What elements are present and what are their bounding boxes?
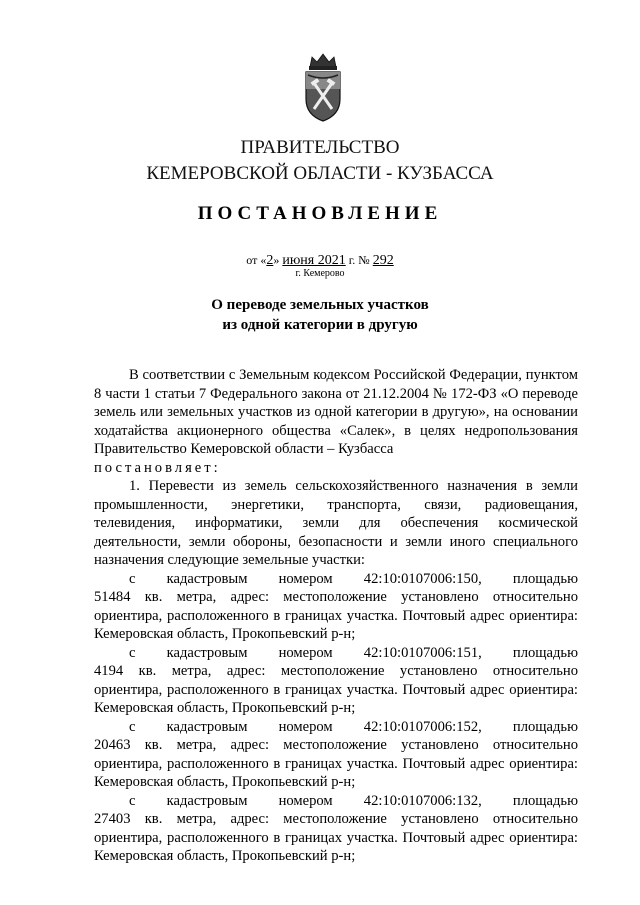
decree-subject [0,295,640,335]
parcel-132-lead: с кадастровым номером 42:10:0107006:132, площадью [129,792,578,809]
parcel-150-details: 51484 кв. метра, адрес: местоположение установлено относительно ориентира, расположенного в границах участка. Почтовый адрес ориентира: Кемеровская область, Прокопьевский р-н; [94,589,578,642]
subject-line1: О переводе земельных участков [211,297,429,313]
preamble-paragraph: В соответствии с Земельным кодексом Российской Федерации, пунктом 8 части 1 статьи 7 Федерального закона от 21.12.2004 № 172-ФЗ «О переводе земель или земельных участков из одной категории в другую», на основании ходатайства акционерного общества «Салек», в целях недропользования Правительство Кемеровской области – Кузбасса [94,367,578,457]
subject-line2: из одной категории в другую [222,317,418,333]
decree-number-label: № [358,253,370,267]
date-from-label: от « [246,253,267,267]
date-day: 2 [266,253,274,268]
parcel-132-details: 27403 кв. метра, адрес: местоположение установлено относительно ориентира, расположенного в границах участка. Почтовый адрес ориентира: Кемеровская область, Прокопьевский р-н; [94,811,578,864]
coat-of-arms-icon [302,53,344,123]
government-name-line2: КЕМЕРОВСКОЙ ОБЛАСТИ - КУЗБАССА [146,163,494,184]
item-1-paragraph: 1. Перевести из земель сельскохозяйственного назначения в земли промышленности, энергетики, транспорта, связи, радиовещания, телевидения, информатики, земли для обеспечения космической деятельности, земли обороны, безопасности и земли иного специального назначения следующие земельные участки: [94,478,578,568]
decree-date-line [0,252,640,269]
date-month-year: июня 2021 [282,253,346,268]
government-name-line1: ПРАВИТЕЛЬСТВО [240,137,400,158]
parcel-150-lead: с кадастровым номером 42:10:0107006:150, площадью [129,570,578,587]
decree-title: ПОСТАНОВЛЕНИЕ [197,203,443,224]
parcel-152-details: 20463 кв. метра, адрес: местоположение установлено относительно ориентира, расположенного в границах участка. Почтовый адрес ориентира: Кемеровская область, Прокопьевский р-н; [94,737,578,790]
decree-body [94,366,578,866]
decree-number: 292 [372,253,394,268]
parcel-151-lead: с кадастровым номером 42:10:0107006:151, площадью [129,644,578,661]
date-day-close: » [273,253,280,267]
resolves-word: постановляет: [94,459,221,476]
date-year-suffix: г. [348,253,356,267]
decree-city: г. Кемерово [295,268,345,279]
parcel-151-details: 4194 кв. метра, адрес: местоположение установлено относительно ориентира, расположенного в границах участка. Почтовый адрес ориентира: Кемеровская область, Прокопьевский р-н; [94,663,578,716]
parcel-152-lead: с кадастровым номером 42:10:0107006:152, площадью [129,718,578,735]
